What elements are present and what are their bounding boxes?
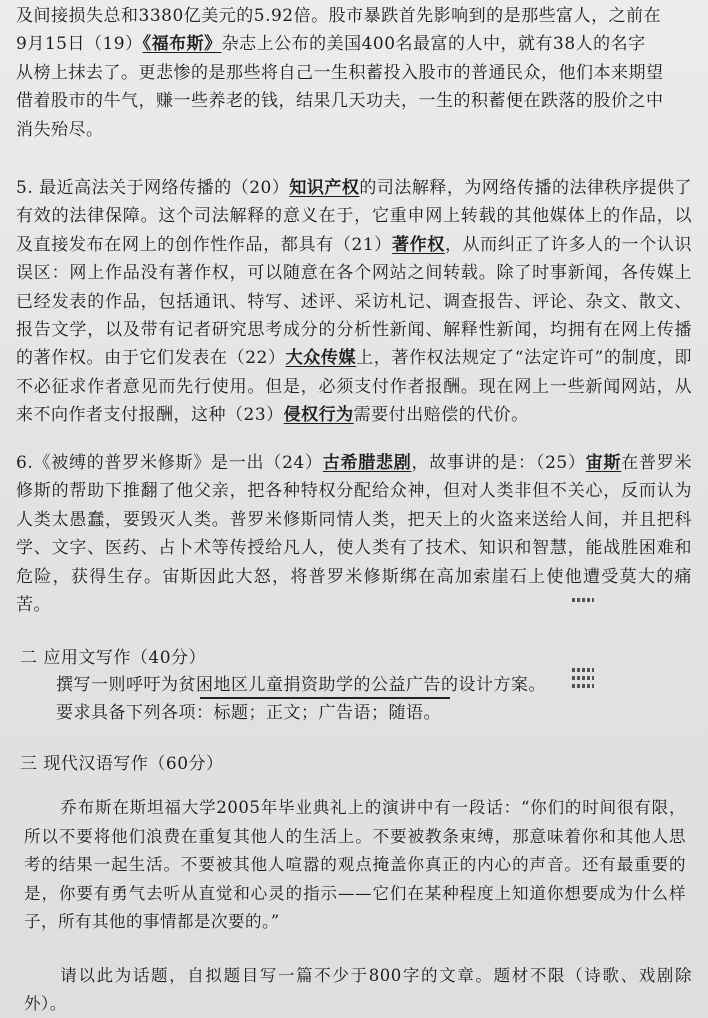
- section-2-heading: 二 应用文写作（40分）: [20, 648, 207, 668]
- text-segment: 5. 最近高法关于网络传播的（20）: [16, 178, 290, 198]
- text-segment: 在普罗米修斯的帮助下推翻了他父亲，把各种特权分配给众神，但对人类非但不关心，反而认为人类太愚蠢，要毁灭人类。普罗米修斯同情人类，把天上的火盗来送给人间，并且把科学、文字、医药、占卜术等传授给凡人，使人类有了技术、知识和智慧，能战胜困难和危险，获得生存。宙斯因此大怒，将普罗米修斯绑在高加索崖石上使他遭受莫大的痛苦。: [16, 453, 693, 616]
- text-segment: 杂志上公布的美国400名最富的人中，就有38人的名字: [221, 34, 646, 55]
- answer-20: 知识产权: [289, 178, 360, 198]
- text-segment: ，故事讲的是：（25）: [411, 453, 586, 473]
- scan-mark: [572, 676, 594, 680]
- answer-21: 著作权: [391, 234, 445, 255]
- answer-24: 古希腊悲剧: [322, 453, 412, 473]
- answer-22: 大众传媒: [285, 348, 357, 369]
- scan-mark: [572, 684, 594, 688]
- answer-19: 《福布斯》: [142, 34, 222, 55]
- section-2-task: [56, 671, 656, 728]
- handwritten-underline: [200, 697, 450, 699]
- section-3-heading: 三 现代汉语写作（60分）: [20, 754, 224, 774]
- scan-mark: [572, 598, 594, 602]
- text-segment: 的司法解释，为网络传播的法律秩序提供了有效的法律保障。这个司法解释的意义在于，它重申网上转载的其他媒体上的作品，以及直接发布在网上的创作性作品，都具有（21）: [16, 178, 693, 255]
- text-segment: ，从而纠正了许多人的一个认识误区：网上作品没有著作权，可以随意在各个网站之间转载。除了时事新闻，各传媒上已经发表的作品，包括通讯、特写、述评、采访札记、调查报告、评论、杂文、散文、报告文学，以及带有记者研究思考成分的分析性新闻、解释性新闻，均拥有在网上传播的著作权。由于它们发表在（22）: [16, 234, 693, 369]
- paragraph-stock-crash: [16, 2, 692, 144]
- text-segment: 上，著作权法规定了“法定许可”的制度，即不必征求作者意见而先行使用。但是，必须支付作者报酬。现在网上一些新闻网站，从来不向作者支付报酬，这种（23）: [16, 348, 692, 426]
- task-line: 要求具备下列各项：标题；正文；广告语；随语。: [56, 703, 441, 724]
- text-line: 及间接损失总和3380亿美元的5.92倍。股市暴跌首先影响到的是那些富人，之前在: [16, 6, 662, 26]
- text-line: [16, 30, 692, 58]
- text-segment: 6.《被缚的普罗米修斯》是一出（24）: [16, 453, 323, 473]
- essay-task: 请以此为话题，自拟题目写一篇不少于800字的文章。题材不限（诗歌、戏剧除外）。: [24, 966, 692, 1013]
- text-segment: 需要付出赔偿的代价。: [353, 405, 529, 426]
- question-6: [16, 449, 692, 619]
- text-line: 从榜上抹去了。更悲惨的是那些将自己一生积蓄投入股市的普通民众，他们本来期望: [16, 62, 664, 83]
- text-segment: 9月15日（19）: [16, 34, 143, 55]
- question-5: [16, 174, 692, 430]
- answer-23: 侵权行为: [283, 405, 354, 426]
- answer-25: 宙斯: [585, 453, 622, 473]
- task-line: 撰写一则呼吁为贫困地区儿童捐资助学的公益广告的设计方案。: [56, 675, 546, 695]
- text-line: 借着股市的牛气，赚一些养老的钱，结果几天功夫，一生的积蓄便在跌落的股价之中: [16, 91, 664, 112]
- text-line: 消失殆尽。: [16, 119, 104, 140]
- scan-mark: [572, 668, 594, 672]
- jobs-quote: 乔布斯在斯坦福大学2005年毕业典礼上的演讲中有一段话：“你们的时间很有限，所以不要将他们浪费在重复其他人的生活上。不要被教条束缚，那意味着你和其他人思考的结果一起生活。不要被其他人喧嚣的观点掩盖你真正的内心的声音。还有最重要的是，你要有勇气去听从直觉和心灵的指示——它们在某种程度上知道你想要成为什么样子，所有其他的事情都是次要的。”: [24, 798, 686, 931]
